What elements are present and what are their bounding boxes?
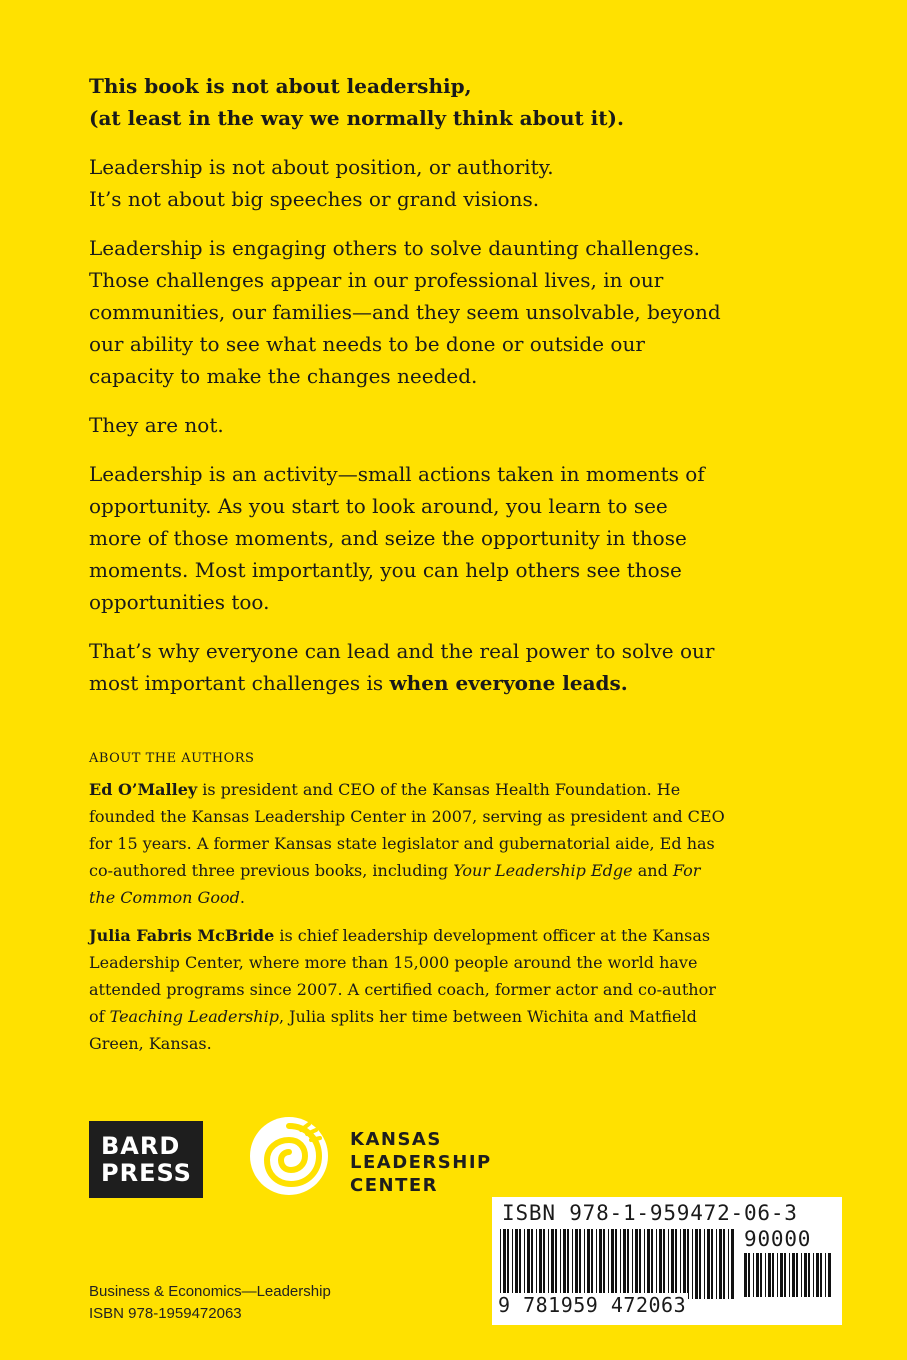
kansas-leadership-center-emblem-icon	[249, 1116, 329, 1196]
footer-isbn: ISBN 978-1959472063	[89, 1305, 242, 1322]
barcode-bar	[548, 1229, 549, 1299]
barcode-bar	[711, 1229, 713, 1299]
barcode-bar	[647, 1229, 650, 1299]
paragraph-activity: Leadership is an activity—small actions taken in moments of opportunity. As you start to look around, you learn to see more of those moments, and seize the opportunity in those moments. Most importantly, you can help others see those opportunities too.	[89, 462, 705, 614]
barcode-bar	[644, 1229, 645, 1299]
paragraph-challenges: Leadership is engaging others to solve daunting challenges. Those challenges appear in our professional lives, in our communities, our families—and they seem unsolvable, beyond our ability to see what needs to be done or outside our capacity to make the changes needed.	[89, 236, 721, 388]
barcode-bar	[687, 1229, 689, 1299]
book-title: For the Common Good	[89, 861, 701, 907]
barcode-bar	[575, 1229, 578, 1299]
barcode-bar	[828, 1253, 831, 1297]
barcode-bar	[579, 1229, 581, 1299]
author-bio-mcbride	[89, 922, 729, 1057]
barcode-bar	[563, 1229, 566, 1299]
barcode-bar	[723, 1229, 725, 1299]
barcode-bar	[659, 1229, 662, 1299]
footer-info	[89, 1281, 331, 1325]
lead-line-2: (at least in the way we normally think about it).	[89, 106, 624, 130]
barcode-bar	[825, 1253, 826, 1297]
barcode-bar	[683, 1229, 686, 1299]
bio-text: , Julia splits her time between Wichita and Matfield Green, Kansas.	[89, 1007, 697, 1053]
book-category: Business & Economics—Leadership	[89, 1283, 331, 1300]
barcode-bar	[680, 1229, 681, 1299]
bard-logo-line-2: PRESS	[101, 1158, 192, 1187]
back-cover-text	[89, 70, 849, 1068]
paragraph-1-line-2: It’s not about big speeches or grand visions.	[89, 187, 540, 211]
bard-logo-line-1: BARD	[101, 1131, 181, 1160]
barcode-bar	[663, 1229, 665, 1299]
barcode-bar	[756, 1253, 759, 1297]
barcode-bar	[716, 1229, 717, 1299]
barcode-digits: 9 781959 472063	[498, 1293, 687, 1317]
paragraph-they-are-not: They are not.	[89, 413, 224, 437]
barcode-bar	[596, 1229, 597, 1299]
barcode-bar	[627, 1229, 629, 1299]
barcode-bar	[591, 1229, 593, 1299]
isbn-barcode-label: ISBN 978-1-959472-06-3	[502, 1201, 798, 1225]
barcode-bar	[536, 1229, 537, 1299]
barcode-bar	[753, 1253, 754, 1297]
barcode-bar	[623, 1229, 626, 1299]
kansas-leadership-center-wordmark	[350, 1128, 492, 1197]
barcode-bar	[584, 1229, 585, 1299]
barcode-bar	[512, 1229, 513, 1299]
barcode-bar	[603, 1229, 605, 1299]
barcode-bar	[656, 1229, 657, 1299]
barcode-bar	[777, 1253, 778, 1297]
barcode-bar	[500, 1229, 501, 1299]
price-code-label: 90000	[744, 1227, 812, 1251]
barcode-bar	[692, 1229, 693, 1299]
barcode-bar	[615, 1229, 617, 1299]
isbn-barcode	[492, 1197, 842, 1325]
barcode-bar	[695, 1229, 698, 1299]
about-authors-heading: ABOUT THE AUTHORS	[89, 751, 255, 766]
barcode-bar	[808, 1253, 810, 1297]
lead-statement	[89, 70, 849, 134]
barcode-bar	[760, 1253, 762, 1297]
barcode-bar	[651, 1229, 653, 1299]
barcode-bar	[531, 1229, 533, 1299]
paragraph-everyone-leads	[89, 635, 729, 699]
barcode-bar	[611, 1229, 614, 1299]
bio-text: is chief leadership development officer at the Kansas Leadership Center, where more than 15,000 people around the world have attended programs since 2007. A certified coach, former actor and co-author of	[89, 926, 716, 1026]
barcode-bar	[796, 1253, 798, 1297]
barcode-bar	[772, 1253, 774, 1297]
ean-barcode-bars	[500, 1229, 736, 1299]
barcode-bar	[780, 1253, 783, 1297]
klc-line-2: LEADERSHIP	[350, 1152, 492, 1173]
barcode-bar	[635, 1229, 638, 1299]
barcode-bar	[503, 1229, 506, 1299]
barcode-bar	[572, 1229, 573, 1299]
book-title: Your Leadership Edge	[453, 861, 633, 880]
barcode-bar	[784, 1253, 786, 1297]
barcode-bar	[668, 1229, 669, 1299]
author-name-mcbride: Julia Fabris McBride	[89, 926, 275, 945]
barcode-bar	[560, 1229, 561, 1299]
barcode-bar	[728, 1229, 729, 1299]
barcode-bar	[519, 1229, 521, 1299]
everyone-leads-emphasis: when everyone leads.	[389, 671, 628, 695]
barcode-bar	[632, 1229, 633, 1299]
bio-text: and	[632, 861, 673, 880]
book-title: Teaching Leadership	[109, 1007, 279, 1026]
barcode-bar	[719, 1229, 722, 1299]
barcode-bar	[731, 1229, 734, 1299]
barcode-bar	[789, 1253, 790, 1297]
barcode-bar	[707, 1229, 710, 1299]
barcode-bar	[551, 1229, 554, 1299]
barcode-bar	[639, 1229, 641, 1299]
barcode-bar	[804, 1253, 807, 1297]
bard-press-logo	[89, 1121, 203, 1198]
author-name-omalley: Ed O’Malley	[89, 780, 198, 799]
barcode-bar	[768, 1253, 771, 1297]
barcode-bar	[587, 1229, 590, 1299]
barcode-bar	[792, 1253, 795, 1297]
barcode-bar	[748, 1253, 750, 1297]
barcode-bar	[813, 1253, 814, 1297]
bio-text: .	[239, 888, 245, 907]
bio-text: is president and CEO of the Kansas Health Foundation. He founded the Kansas Leadership Center in 2007, serving as president and CEO for 15 years. A former Kansas state legislator and gubernatorial aide, Ed has co-authored three previous books, including	[89, 780, 725, 880]
author-bio-omalley	[89, 776, 729, 911]
barcode-bar	[675, 1229, 677, 1299]
barcode-bar	[555, 1229, 557, 1299]
barcode-bar	[608, 1229, 609, 1299]
barcode-bar	[543, 1229, 545, 1299]
everyone-leads-text: That’s why everyone can lead and the real power to solve our most important challenges is	[89, 639, 715, 695]
barcode-bar	[820, 1253, 822, 1297]
barcode-bar	[527, 1229, 530, 1299]
barcode-bar	[699, 1229, 701, 1299]
barcode-bar	[567, 1229, 569, 1299]
barcode-bar	[524, 1229, 525, 1299]
barcode-bar	[671, 1229, 674, 1299]
lead-line-1: This book is not about leadership,	[89, 74, 472, 98]
barcode-bar	[704, 1229, 705, 1299]
barcode-bar	[539, 1229, 542, 1299]
price-barcode-bars	[744, 1253, 834, 1297]
klc-line-1: KANSAS	[350, 1129, 442, 1150]
barcode-bar	[765, 1253, 766, 1297]
klc-line-3: CENTER	[350, 1175, 439, 1196]
paragraph-position	[89, 151, 849, 215]
barcode-bar	[620, 1229, 621, 1299]
paragraph-1-line-1: Leadership is not about position, or authority.	[89, 155, 554, 179]
barcode-bar	[816, 1253, 819, 1297]
barcode-bar	[515, 1229, 518, 1299]
barcode-bar	[507, 1229, 509, 1299]
barcode-bar	[744, 1253, 747, 1297]
barcode-bar	[599, 1229, 602, 1299]
barcode-bar	[801, 1253, 802, 1297]
